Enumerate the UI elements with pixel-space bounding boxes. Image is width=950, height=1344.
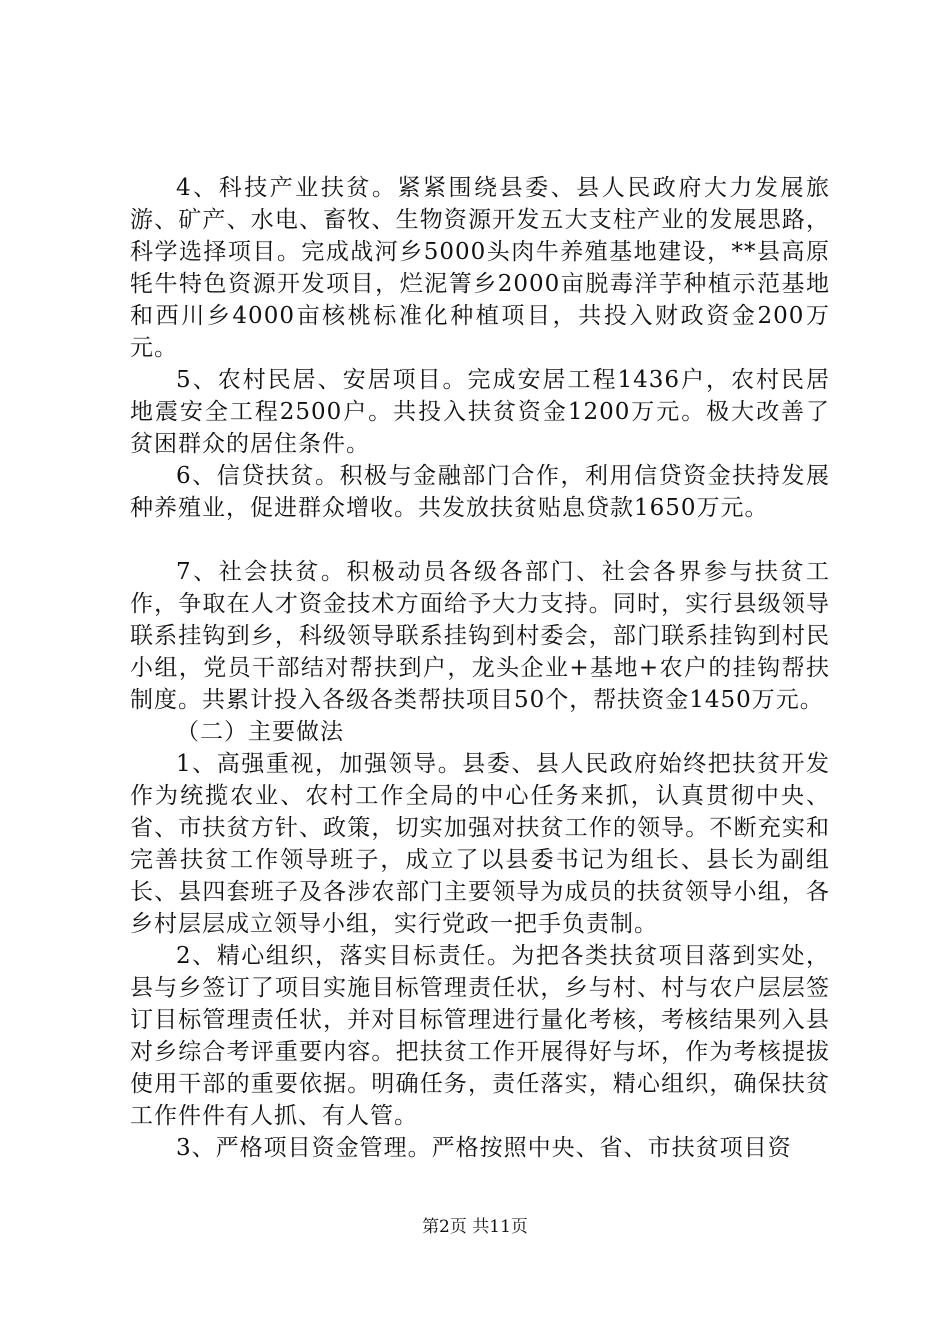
page-footer: 第2页 共11页: [422, 1217, 528, 1237]
section-heading: （二）主要做法: [176, 719, 344, 745]
paragraph-leadership: 1、高强重视，加强领导。县委、县人民政府始终把扶贫开发作为统揽农业、农村工作全局的中心任务来抓，认真贯彻中央、省、市扶贫方针、政策，切实加强对扶贫工作的领导。不断充实和完善扶贫工作领导班子，成立了以县委书记为组长、县长为副组长、县四套班子及各涉农部门主要领导为成员的扶贫领导小组，各乡村层层成立领导小组，实行党政一把手负责制。: [130, 751, 830, 937]
document-body: [130, 172, 830, 1164]
paragraph-credit-poverty: 6、信贷扶贫。积极与金融部门合作，利用信贷资金扶持发展种养殖业，促进群众增收。共发放扶贫贴息贷款1650万元。: [130, 463, 830, 521]
paragraph-organization: 2、精心组织，落实目标责任。为把各类扶贫项目落到实处，县与乡签订了项目实施目标管理责任状，乡与村、村与农户层层签订目标管理责任状，并对目标管理进行量化考核，考核结果列入县对乡综合考评重要内容。把扶贫工作开展得好与坏，作为考核提拔使用干部的重要依据。明确任务，责任落实，精心组织，确保扶贫工作件件有人抓、有人管。: [130, 943, 830, 1129]
paragraph-rural-housing: 5、农村民居、安居项目。完成安居工程1436户，农村民居地震安全工程2500户。共投入扶贫资金1200万元。极大改善了贫困群众的居住条件。: [130, 367, 830, 457]
paragraph-social-poverty: 7、社会扶贫。积极动员各级各部门、社会各界参与扶贫工作，争取在人才资金技术方面给予大力支持。同时，实行县级领导联系挂钩到乡，科级领导联系挂钩到村委会，部门联系挂钩到村民小组，党员干部结对帮扶到户，龙头企业+基地+农户的挂钩帮扶制度。共累计投入各级各类帮扶项目50个，帮扶资金1450万元。: [130, 559, 830, 713]
paragraph-fund-management: 3、严格项目资金管理。严格按照中央、省、市扶贫项目资: [176, 1135, 792, 1161]
paragraph-tech-industry: 4、科技产业扶贫。紧紧围绕县委、县人民政府大力发展旅游、矿产、水电、畜牧、生物资源开发五大支柱产业的发展思路，科学选择项目。完成战河乡5000头肉牛养殖基地建设，**县高原牦牛特色资源开发项目，烂泥箐乡2000亩脱毒洋芋种植示范基地和西川乡4000亩核桃标准化种植项目，共投入财政资金200万元。: [130, 175, 830, 361]
